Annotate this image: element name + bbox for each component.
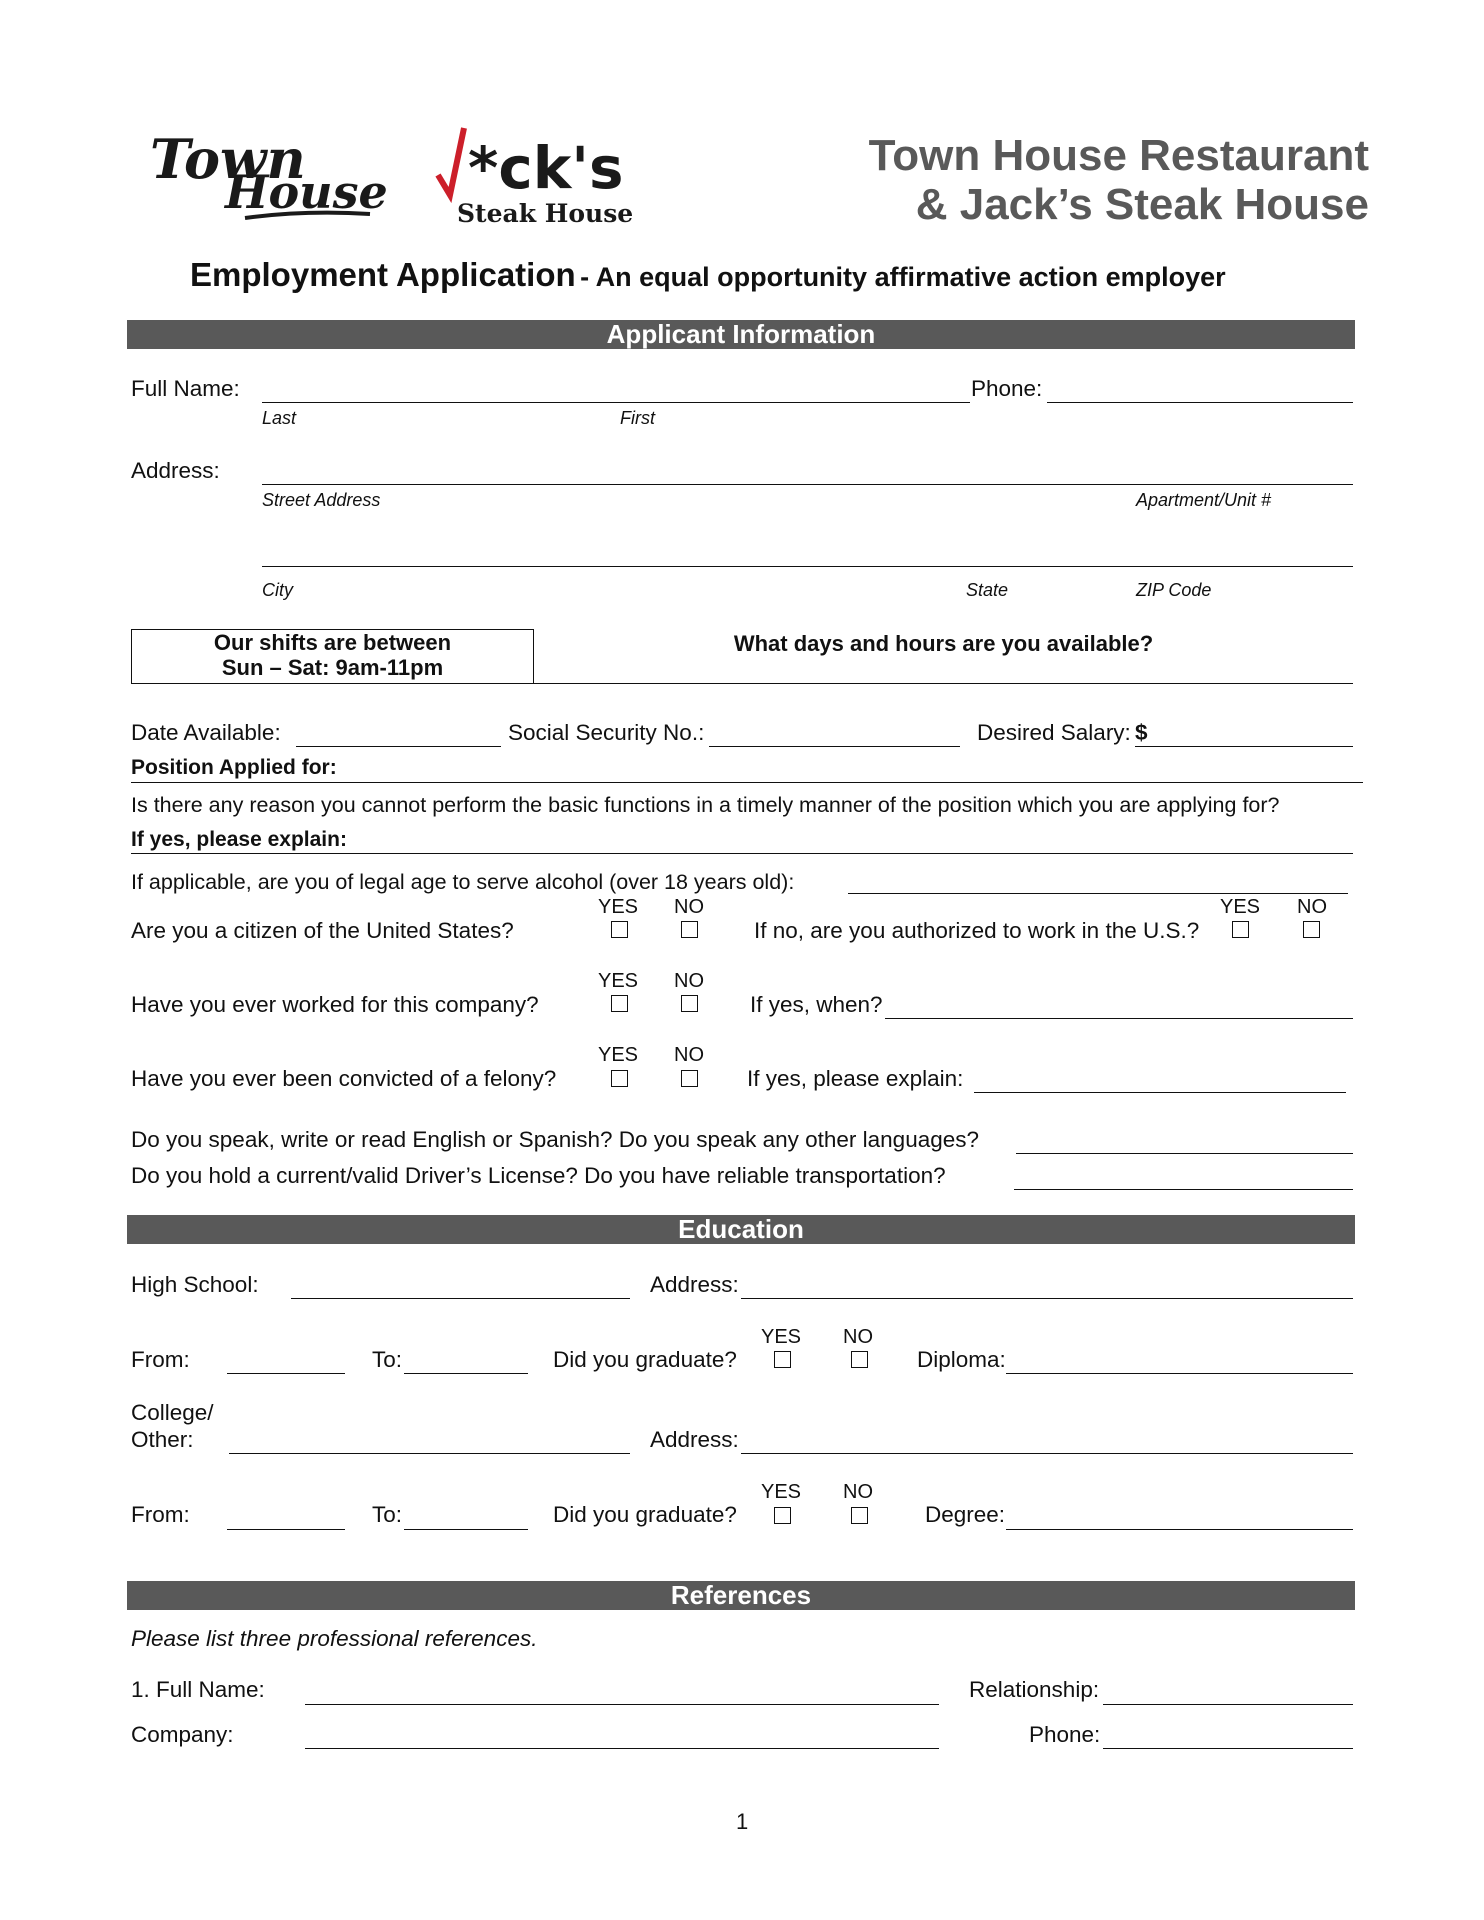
worked-no-checkbox[interactable]: [681, 995, 698, 1012]
address-label: Address:: [131, 458, 220, 483]
reference1-name-label: 1. Full Name:: [131, 1677, 265, 1702]
shifts-line1: Our shifts are between: [213, 630, 452, 655]
zip-caption: ZIP Code: [1136, 580, 1212, 600]
hs-to-field[interactable]: [404, 1373, 528, 1374]
language-question: Do you speak, write or read English or Spanish? Do you speak any other languages?: [131, 1127, 980, 1152]
last-name-caption: Last: [262, 408, 297, 428]
townhouse-logo-graphic: [145, 118, 395, 230]
reference1-phone-field[interactable]: [1103, 1748, 1353, 1749]
townhouse-logo-town: Town: [150, 127, 306, 191]
phone-label: Phone:: [971, 376, 1043, 401]
availability-question: What days and hours are you available?: [733, 631, 1154, 656]
citizen-no-caption: NO: [674, 896, 704, 918]
college-field[interactable]: [229, 1453, 630, 1454]
reference1-relationship-field[interactable]: [1103, 1704, 1353, 1705]
date-available-label: Date Available:: [131, 720, 281, 745]
references-section-header: References: [127, 1581, 1355, 1610]
college-label-line1: College/: [131, 1400, 214, 1425]
state-caption: State: [966, 580, 1009, 600]
street-address-field[interactable]: [262, 484, 1353, 485]
reason-explain-field[interactable]: [131, 853, 1353, 854]
diploma-label: Diploma:: [917, 1347, 1006, 1372]
applicant-section-header: Applicant Information: [127, 320, 1355, 349]
authorized-question: If no, are you authorized to work in the U.S.?: [754, 918, 1200, 943]
college-graduate-question: Did you graduate?: [553, 1502, 737, 1527]
college-address-label: Address:: [650, 1427, 739, 1452]
college-graduate-yes-caption: YES: [761, 1481, 802, 1503]
availability-field[interactable]: [534, 683, 1353, 684]
hs-graduate-yes-caption: YES: [761, 1326, 802, 1348]
company-name-line2: & Jack’s Steak House: [915, 180, 1369, 229]
high-school-field[interactable]: [291, 1298, 630, 1299]
citizen-no-checkbox[interactable]: [681, 921, 698, 938]
salary-currency: $: [1135, 720, 1148, 745]
reference1-phone-label: Phone:: [1029, 1722, 1101, 1747]
ssn-field[interactable]: [709, 746, 960, 747]
hs-graduate-no-caption: NO: [843, 1326, 873, 1348]
salary-field[interactable]: [1135, 746, 1353, 747]
high-school-address-field[interactable]: [741, 1298, 1353, 1299]
worked-no-caption: NO: [674, 970, 704, 992]
degree-field[interactable]: [1006, 1529, 1353, 1530]
hs-graduate-yes-checkbox[interactable]: [774, 1351, 791, 1368]
townhouse-logo: [145, 118, 395, 230]
alcohol-field[interactable]: [848, 893, 1348, 894]
authorized-no-checkbox[interactable]: [1303, 921, 1320, 938]
diploma-field[interactable]: [1006, 1373, 1353, 1374]
reference1-company-field[interactable]: [305, 1748, 939, 1749]
authorized-yes-caption: YES: [1220, 896, 1261, 918]
shifts-box: [131, 629, 534, 684]
apt-caption: Apartment/Unit #: [1136, 490, 1272, 510]
worked-yes-caption: YES: [598, 970, 639, 992]
city-caption: City: [262, 580, 293, 600]
worked-when-label: If yes, when?: [750, 992, 883, 1017]
reason-explain-label: If yes, please explain:: [131, 828, 347, 851]
form-title: Employment Application: [190, 256, 576, 293]
jacks-logo: [432, 120, 642, 232]
felony-yes-caption: YES: [598, 1044, 639, 1066]
jacks-logo-sub: Steak House: [457, 199, 634, 228]
degree-label: Degree:: [925, 1502, 1006, 1527]
license-question: Do you hold a current/valid Driver’s License? Do you have reliable transportation?: [131, 1163, 946, 1188]
form-subtitle: - An equal opportunity affirmative action employer: [580, 262, 1226, 292]
college-from-label: From:: [131, 1502, 190, 1527]
townhouse-logo-house: House: [225, 165, 388, 219]
full-name-field[interactable]: [262, 402, 970, 403]
felony-explain-label: If yes, please explain:: [747, 1066, 964, 1091]
college-graduate-yes-checkbox[interactable]: [774, 1507, 791, 1524]
college-from-field[interactable]: [227, 1529, 345, 1530]
citizen-yes-caption: YES: [598, 896, 639, 918]
citizen-yes-checkbox[interactable]: [611, 921, 628, 938]
authorized-yes-checkbox[interactable]: [1232, 921, 1249, 938]
high-school-address-label: Address:: [650, 1272, 739, 1297]
hs-to-label: To:: [372, 1347, 403, 1372]
position-label: Position Applied for:: [131, 756, 337, 779]
page-number: 1: [736, 1809, 749, 1834]
city-state-zip-field[interactable]: [262, 566, 1353, 567]
first-name-caption: First: [620, 408, 655, 428]
alcohol-question: If applicable, are you of legal age to serve alcohol (over 18 years old):: [131, 870, 795, 894]
hs-from-field[interactable]: [227, 1373, 345, 1374]
citizen-question: Are you a citizen of the United States?: [131, 918, 514, 943]
language-field[interactable]: [1016, 1153, 1353, 1154]
reference1-company-label: Company:: [131, 1722, 234, 1747]
worked-yes-checkbox[interactable]: [611, 995, 628, 1012]
position-field[interactable]: [131, 782, 1363, 783]
worked-question: Have you ever worked for this company?: [131, 992, 539, 1017]
reference1-name-field[interactable]: [305, 1704, 939, 1705]
full-name-label: Full Name:: [131, 376, 240, 401]
date-available-field[interactable]: [296, 746, 501, 747]
shifts-line2: Sun – Sat: 9am-11pm: [221, 655, 444, 680]
college-graduate-no-caption: NO: [843, 1481, 873, 1503]
reason-question: Is there any reason you cannot perform the basic functions in a timely manner of the position which you are applying for?: [131, 793, 1280, 817]
authorized-no-caption: NO: [1297, 896, 1327, 918]
street-caption: Street Address: [262, 490, 381, 510]
college-graduate-no-checkbox[interactable]: [851, 1507, 868, 1524]
jacks-logo-word: *ck's: [468, 134, 624, 202]
felony-explain-field[interactable]: [974, 1092, 1346, 1093]
college-to-label: To:: [372, 1502, 403, 1527]
references-instruction: Please list three professional references.: [131, 1626, 538, 1651]
jacks-logo-graphic: [432, 120, 642, 232]
felony-no-checkbox[interactable]: [681, 1070, 698, 1087]
college-address-field[interactable]: [741, 1453, 1353, 1454]
salary-label: Desired Salary:: [977, 720, 1131, 745]
college-to-field[interactable]: [404, 1529, 528, 1530]
phone-field[interactable]: [1047, 402, 1353, 403]
license-field[interactable]: [1014, 1189, 1353, 1190]
hs-from-label: From:: [131, 1347, 190, 1372]
company-name-line1: Town House Restaurant: [868, 131, 1369, 180]
felony-yes-checkbox[interactable]: [611, 1070, 628, 1087]
hs-graduate-no-checkbox[interactable]: [851, 1351, 868, 1368]
page-title: [190, 256, 1294, 294]
worked-when-field[interactable]: [885, 1018, 1353, 1019]
high-school-label: High School:: [131, 1272, 259, 1297]
felony-question: Have you ever been convicted of a felony?: [131, 1066, 557, 1091]
education-section-header: Education: [127, 1215, 1355, 1244]
hs-graduate-question: Did you graduate?: [553, 1347, 737, 1372]
felony-no-caption: NO: [674, 1044, 704, 1066]
ssn-label: Social Security No.:: [508, 720, 705, 745]
college-label-line2: Other:: [131, 1427, 194, 1452]
reference1-relationship-label: Relationship:: [969, 1677, 1100, 1702]
